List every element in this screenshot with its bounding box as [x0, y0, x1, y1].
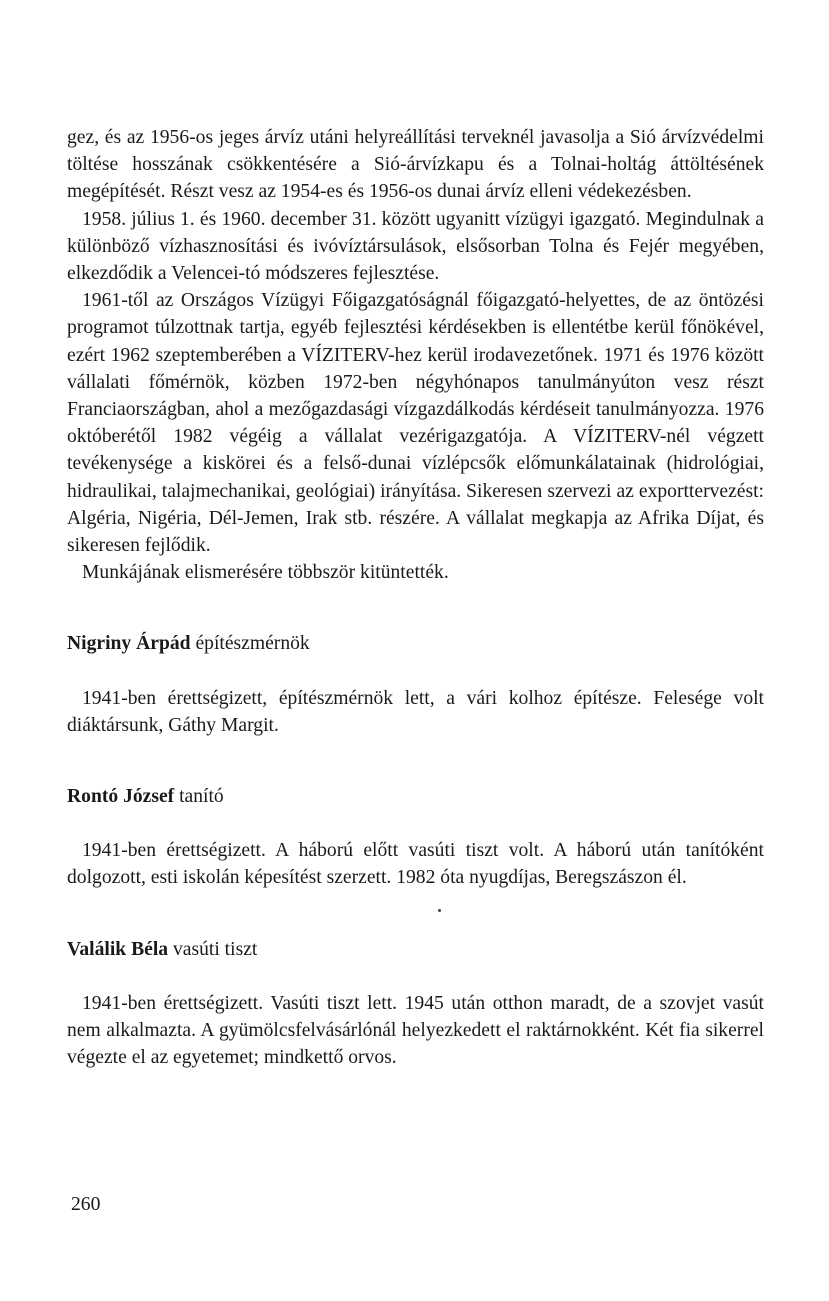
entry-name: Rontó József — [67, 786, 175, 808]
entry-heading — [67, 936, 764, 963]
stray-dot — [438, 909, 441, 912]
paragraph: gez, és az 1956-os jeges árvíz utáni helyreállítási terveknél javasolja a Sió árvízvédelmi töltése hosszának csökkentésére a Sió-árvízkapu és a Tolnai-holtág áttöltésének megépítését. Részt vesz az 1954-es és 1956-os dunai árvíz elleni védekezésben. — [67, 127, 764, 203]
entry-title: építészmérnök — [190, 633, 310, 655]
entry-body: 1941-ben érettségizett, építészmérnök lett, a vári kolhoz építésze. Felesége volt diáktársunk, Gáthy Margit. — [67, 687, 764, 736]
entry-heading — [67, 783, 764, 810]
biography-entry — [67, 630, 764, 739]
entry-body: 1941-ben érettségizett. A háború előtt vasúti tiszt volt. A háború után tanítóként dolgozott, esti iskolán képesítést szerzett. 1982 óta nyugdíjas, Beregszászon él. — [67, 840, 764, 889]
entry-title: vasúti tiszt — [168, 938, 258, 960]
entry-heading — [67, 630, 764, 657]
entry-name: Nigriny Árpád — [67, 633, 191, 655]
biography-entry — [67, 783, 764, 892]
biography-entry — [67, 936, 764, 1072]
paragraph: Munkájának elismerésére többször kitüntették. — [82, 562, 449, 584]
entry-body: 1941-ben érettségizett. Vasúti tiszt lett. 1945 után otthon maradt, de a szovjet vasút nem alkalmazta. A gyümölcsfelvásárlónál helyezkedett el raktárnokként. Két fia sikerrel végezte el az egyetemet; mindkettő orvos. — [67, 992, 764, 1069]
paragraph: 1961-től az Országos Vízügyi Főigazgatóságnál főigazgató-helyettes, de az öntözési programot túlzottnak tartja, egyéb fejlesztési kérdésekben is ellentétbe kerül főnökével, ezért 1962 szeptemberében a VÍZITERV-hez kerül irodavezetőnek. 1971 és 1976 között vállalati főmérnök, közben 1972-ben négyhónapos tanulmányúton vesz részt Franciaországban, ahol a mezőgazdasági vízgazdálkodás kérdéseit tanulmányozza. 1976 októberétől 1982 végéig a vállalat vezérigazgatója. A VÍZITERV-nél végzett tevékenysége a kiskörei és a felső-dunai vízlépcsők előmunkálatainak (hidrológiai, hidraulikai, talajmechanikai, geológiai) irányítása. Sikeresen szervezi az exporttervezést: Algéria, Nigéria, Dél-Jemen, Irak stb. részére. A vállalat megkapja az Afrika Díjat, és sikeresen fejlődik. — [67, 290, 764, 557]
paragraph: 1958. július 1. és 1960. december 31. között ugyanitt vízügyi igazgató. Megindulnak a különböző vízhasznosítási és ivóvíztársulások, elsősorban Tolna és Fejér megyében, elkezdődik a Velencei-tó módszeres fejlesztése. — [67, 208, 764, 285]
page-number: 260 — [71, 1194, 101, 1215]
entry-name: Valálik Béla — [67, 938, 169, 960]
page-content — [67, 124, 764, 1071]
entry-title: tanító — [174, 786, 224, 808]
